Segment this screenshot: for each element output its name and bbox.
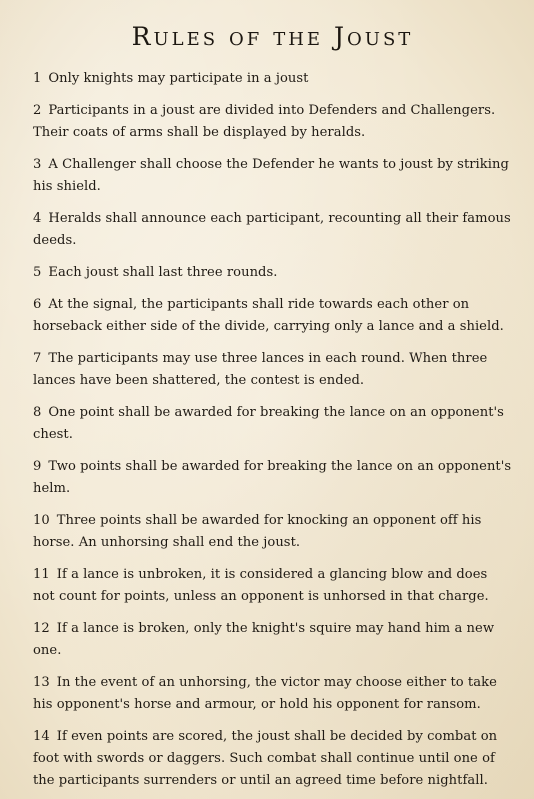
rule-text: Three points shall be awarded for knocking an opponent off his horse. An unhorsing shall end the joust.	[33, 513, 482, 550]
rule-number: 1	[33, 71, 42, 86]
rule-number: 12	[33, 621, 50, 636]
rule-number: 3	[33, 157, 42, 172]
rule-item	[33, 348, 512, 392]
rule-item	[33, 208, 512, 252]
rule-item	[33, 402, 512, 446]
rule-number: 8	[33, 405, 42, 420]
rule-item	[33, 68, 512, 90]
rules-list	[33, 68, 512, 792]
rule-item	[33, 154, 512, 198]
rule-number: 6	[33, 297, 42, 312]
rule-item	[33, 510, 512, 554]
rule-text: One point shall be awarded for breaking the lance on an opponent's chest.	[33, 405, 504, 442]
rule-text: Two points shall be awarded for breaking the lance on an opponent's helm.	[33, 459, 512, 496]
rule-number: 5	[33, 265, 42, 280]
rule-item	[33, 618, 512, 662]
rule-item	[33, 672, 512, 716]
rule-number: 2	[33, 103, 42, 118]
rule-text: A Challenger shall choose the Defender he wants to joust by striking his shield.	[33, 157, 509, 194]
rule-number: 4	[33, 211, 42, 226]
page-title: Rules of the Joust	[131, 22, 414, 51]
rule-item	[33, 726, 512, 792]
rule-text: If even points are scored, the joust shall be decided by combat on foot with swords or daggers. Such combat shall continue until one of the participants surrenders or until an agreed time before nightfall.	[33, 729, 498, 788]
rule-text: If a lance is broken, only the knight's squire may hand him a new one.	[33, 621, 495, 658]
rule-number: 10	[33, 513, 50, 528]
rule-number: 14	[33, 729, 50, 744]
rule-text: Heralds shall announce each participant, recounting all their famous deeds.	[33, 211, 511, 248]
rule-number: 11	[33, 567, 50, 582]
rule-item	[33, 262, 512, 284]
rule-number: 7	[33, 351, 42, 366]
rule-text: If a lance is unbroken, it is considered a glancing blow and does not count for points, unless an opponent is unhorsed in that charge.	[33, 567, 489, 604]
rule-number: 13	[33, 675, 50, 690]
rule-item	[33, 100, 512, 144]
rule-text: The participants may use three lances in each round. When three lances have been shattered, the contest is ended.	[33, 351, 488, 388]
rule-text: At the signal, the participants shall ride towards each other on horseback either side of the divide, carrying only a lance and a shield.	[33, 297, 504, 334]
rule-text: Each joust shall last three rounds.	[48, 265, 278, 280]
rule-item	[33, 294, 512, 338]
rule-number: 9	[33, 459, 42, 474]
rule-text: In the event of an unhorsing, the victor may choose either to take his opponent's horse and armour, or hold his opponent for ransom.	[33, 675, 497, 712]
rule-item	[33, 564, 512, 608]
rule-text: Participants in a joust are divided into Defenders and Challengers. Their coats of arms shall be displayed by heralds.	[33, 103, 496, 140]
rule-text: Only knights may participate in a joust	[48, 71, 309, 86]
rule-item	[33, 456, 512, 500]
